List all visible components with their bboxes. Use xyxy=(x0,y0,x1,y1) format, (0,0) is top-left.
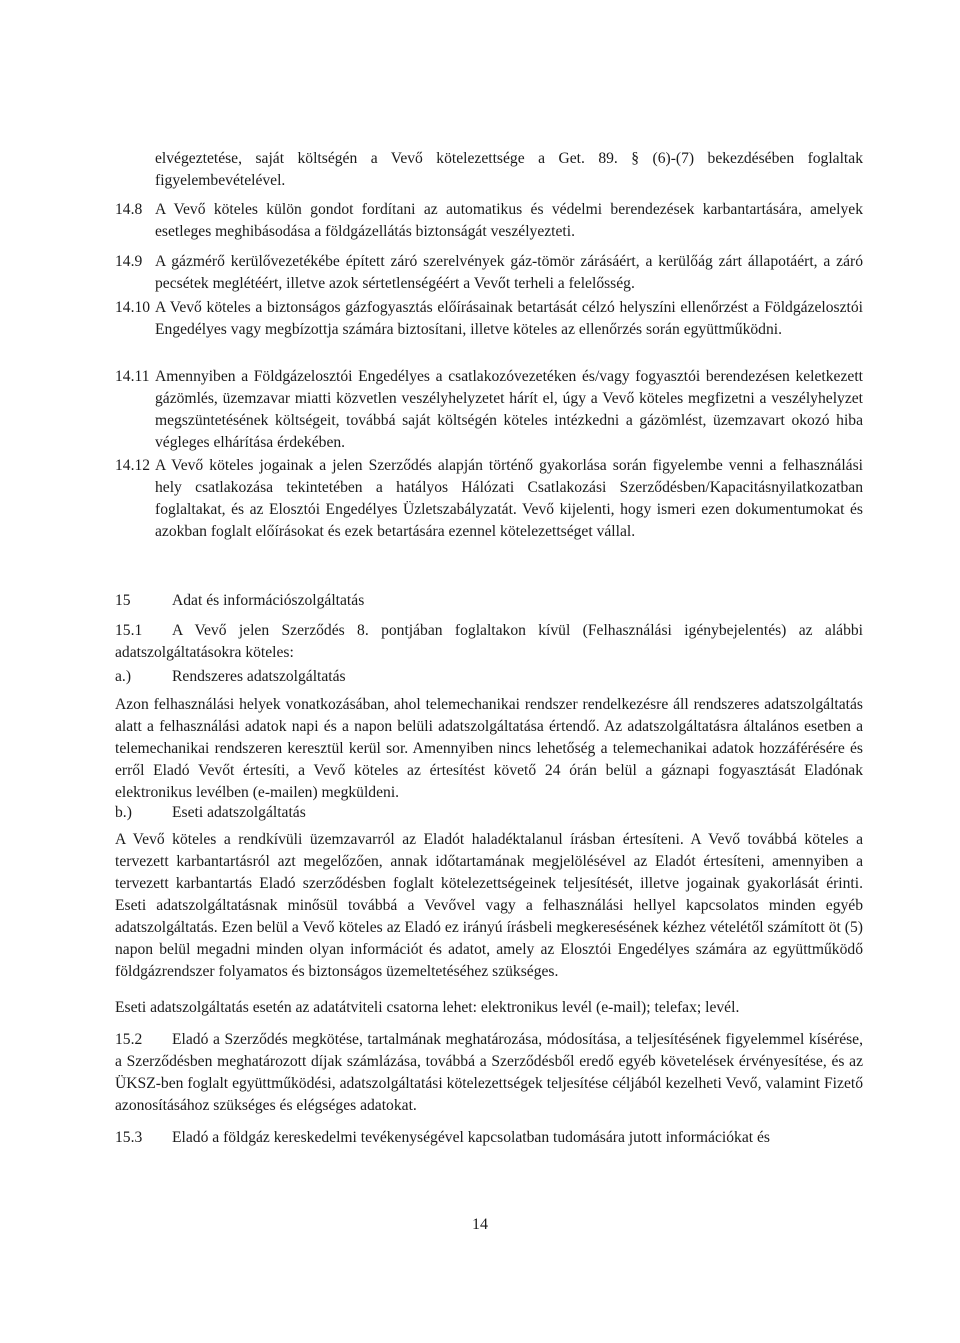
clause-text: Eladó a földgáz kereskedelmi tevékenységével kapcsolatban tudomására jutott információkat és xyxy=(172,1129,770,1146)
subsection-title: Rendszeres adatszolgáltatás xyxy=(172,668,346,685)
clause-text: A Vevő jelen Szerződés 8. pontjában foglaltakon kívül (Felhasználási igénybejelentés) az alábbi adatszolgáltatásokra köteles: xyxy=(115,622,863,661)
clause-15-2 xyxy=(115,1029,863,1117)
subsection-b-heading xyxy=(115,802,863,824)
section-title: Adat és információszolgáltatás xyxy=(172,592,365,609)
subsection-a-heading xyxy=(115,666,863,688)
clause-14-9 xyxy=(115,251,863,295)
clause-number: 14.8 xyxy=(115,201,143,218)
clause-14-10 xyxy=(115,297,863,341)
clause-text: A Vevő köteles a biztonságos gázfogyasztás előírásainak betartását célzó helyszíni ellenőrzést a Földgázelosztói Engedélyes vagy megbízottja számára biztosítani, illetve köteles az ellenőrzés során együttműködni. xyxy=(155,299,863,338)
clause-text: A Vevő köteles jogainak a jelen Szerződés alapján történő gyakorlása során figyelembe venni a felhasználási hely csatlakozása tekintetében a hatályos Hálózati Csatlakozási Szerződésben/Kapacitásnyilatkozatban foglaltakat, és az Elosztói Engedélyes Üzletszabályzatát. Vevő kijelenti, hogy ismeri ezen dokumentumokat és azokban foglalt előírásokat és ezek betartására ezennel kötelezettséget vállal. xyxy=(155,457,863,540)
clause-number: 15.3 xyxy=(115,1129,143,1146)
clause-number: 14.10 xyxy=(115,299,151,316)
clause-14-11 xyxy=(115,366,863,454)
clause-text: Eladó a Szerződés megkötése, tartalmának meghatározása, módosítása, a teljesítésének figyelemmel kísérése, a Szerződésben meghatározott díjak számlázása, továbbá a Szerződésből eredő egyéb követelések érvényesítése, és az ÜKSZ-ben foglalt együttműködési, adatszolgáltatási kötelezettségek teljesítése céljából kezelheti Vevő, valamint Fizető azonosításához szükséges és elégséges adatokat. xyxy=(115,1031,863,1114)
clause-text: Amennyiben a Földgázelosztói Engedélyes a csatlakozóvezetéken és/vagy fogyasztói berendezésen keletkezett gázömlés, üzemzavar miatti közvetlen veszélyhelyzetet hárít el, úgy a Vevő köteles megfizetni a veszélyhelyzet megszüntetésének költségeit, továbbá saját költségén köteles intézkedni a gázömlést, üzemzavart okozó hiba végleges elhárítása érdekében. xyxy=(155,368,863,451)
clause-15-1 xyxy=(115,620,863,664)
section-number: 15 xyxy=(115,592,131,609)
clause-15-3 xyxy=(115,1127,863,1149)
clause-number: 15.1 xyxy=(115,622,143,639)
intro-paragraph: elvégeztetése, saját költségén a Vevő kötelezettsége a Get. 89. § (6)-(7) bekezdésében foglaltak figyelembevételével. xyxy=(155,150,863,189)
clause-text: A gázmérő kerülővezetékébe épített záró szerelvények gáz-tömör zárásáért, a kerülőág zárt állapotáért, a záró pecsétek meglétéért, illetve azok sértetlenségéért a Vevőt terheli a felelősség. xyxy=(155,253,863,292)
clause-text: A Vevő köteles külön gondot fordítani az automatikus és védelmi berendezések karbantartására, amelyek esetleges meghibásodása a földgázellátás biztonságát veszélyezteti. xyxy=(155,201,863,240)
clause-number: 14.12 xyxy=(115,457,151,474)
section-15-heading xyxy=(115,590,863,612)
subsection-b-text: A Vevő köteles a rendkívüli üzemzavarról az Eladót haladéktalanul írásban értesíteni. A Vevő továbbá köteles a tervezett karbantartásról azt megelőzően, annak időtartamának megjelölésével az Eladót értesíteni, amennyiben a tervezett karbantartás Eladó szerződésben foglalt kötelezettségeinek teljesítését, illetve jogainak gyakorlását érinti. Eseti adatszolgáltatásnak minősül továbbá a Vevővel vagy a felhasználási hellyel kapcsolatos minden egyéb adatszolgáltatás. Ezen belül a Vevő köteles az Eladó ez irányú írásbeli megkeresésének kézhez vételétől számított öt (5) napon belül megadni minden olyan információt és adatot, amely az Elosztói Engedélyes számára az együttműködő földgázrendszer folyamatos és biztonságos üzemeltetéséhez szükséges. xyxy=(115,831,863,980)
clause-number: 14.11 xyxy=(115,368,150,385)
clause-14-8 xyxy=(115,199,863,243)
subsection-title: Eseti adatszolgáltatás xyxy=(172,804,306,821)
page-number: 14 xyxy=(472,1216,488,1233)
clause-number: 15.2 xyxy=(115,1031,143,1048)
subsection-a-text: Azon felhasználási helyek vonatkozásában, ahol telemechanikai rendszer rendelkezésre áll rendszeres adatszolgáltatás alatt a felhasználási adatok napi és a napon belüli adatszolgáltatása értendő. Az adatszolgáltatásra általános esetben a telemechanikai rendszeren keresztül kerül sor. Amennyiben nincs lehetőség a telemechanikai adatok hozzáférésére és erről Eladó Vevőt értesíti, a Vevő köteles az értesítést követő 24 órán belül a gáznapi fogyasztását Eladónak elektronikus levélben (e-mailen) megküldeni. xyxy=(115,696,863,801)
subsection-label: a.) xyxy=(115,668,132,685)
clause-number: 14.9 xyxy=(115,253,143,270)
subsection-label: b.) xyxy=(115,804,132,821)
channels-paragraph: Eseti adatszolgáltatás esetén az adatátviteli csatorna lehet: elektronikus levél (e-mail); telefax; levél. xyxy=(115,999,740,1016)
clause-14-12 xyxy=(115,455,863,543)
